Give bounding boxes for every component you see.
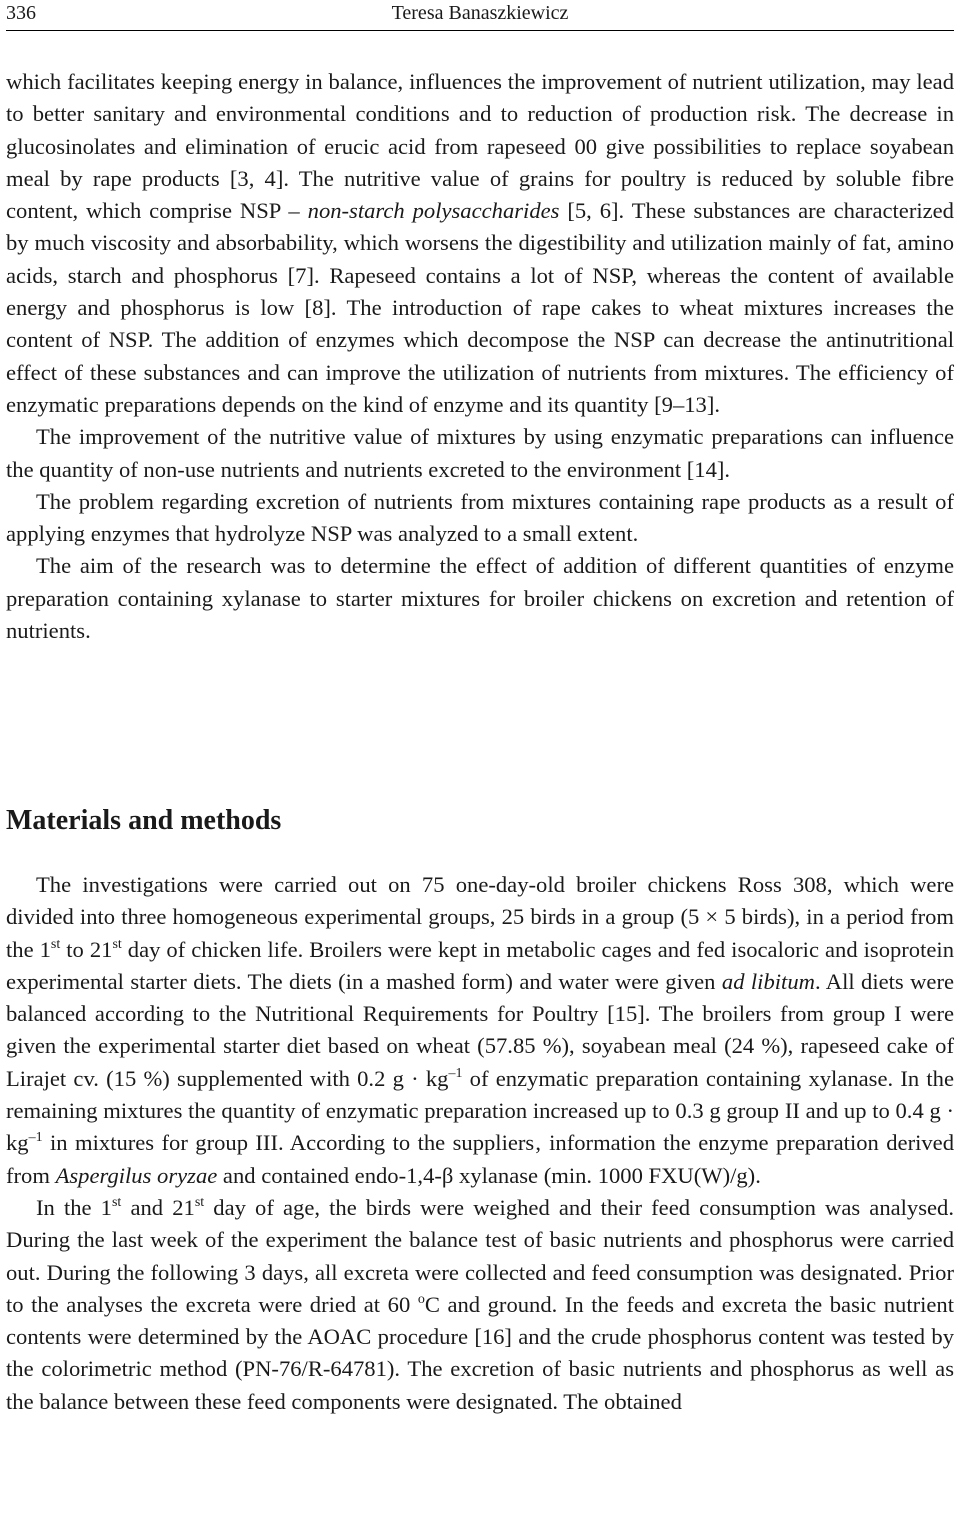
methods-paragraph-1: The investigations were carried out on 75 one-day-old broiler chickens Ross 308, which were divided into three homogeneous experimental groups, 25 birds in a group (5 × 5 birds), in a period from the 1st to 21st day of chicken life. Broilers were kept in metabolic cages and fed isocaloric and isoprotein experimental starter diets. The diets (in a mashed form) and water were given ad libitum. All diets were balanced according to the Nutritional Requirements for Poultry [15]. The broilers from group I were given the experimental starter diet based on wheat (57.85 %), soyabean meal (24 %), rapeseed cake of Lirajet cv. (15 %) supplemented with 0.2 $g \cdot kg^{-1}$ of enzymatic preparation containing xylanase. In the remaining mixtures the quantity of enzymatic preparation increased up to 0.3 g group II and up to 0.4 $g \cdot kg^{-1}$ in mixtures for group III. According to the suppliers‚ information the enzyme preparation derived from Aspergilus oryzae and contained endo-1,4-β xylanase (min. 1000 FXU(W)/g). bbox=[6, 872, 955, 1188]
page-header bbox=[6, 0, 954, 31]
intro-paragraph-2: The improvement of the nutritive value of mixtures by using enzymatic preparations can influence the quantity of non-use nutrients and nutrients excreted to the environment [14]. bbox=[6, 424, 954, 482]
section-heading-materials-methods: Materials and methods bbox=[6, 805, 282, 836]
intro-paragraph-1: which facilitates keeping energy in balance, influences the improvement of nutrient utilization, may lead to better sanitary and environmental conditions and to reduction of production risk. The decrease in glucosinolates and elimination of erucic acid from rapeseed 00 give possibilities to replace soyabean meal by rape products [3, 4]. The nutritive value of grains for poultry is reduced by soluble fibre content, which comprise NSP – non-starch polysaccharides [5, 6]. These substances are characterized by much viscosity and absorbability, which worsens the digestibility and utilization mainly of fat, amino acids, starch and phosphorus [7]. Rapeseed contains a lot of NSP, whereas the content of available energy and phosphorus is low [8]. The introduction of rape cakes to wheat mixtures increases the content of NSP. The addition of enzymes which decompose the NSP can decrease the antinutritional effect of these substances and can improve the utilization of nutrients from mixtures. The efficiency of enzymatic preparations depends on the kind of enzyme and its quantity [9–13]. bbox=[6, 69, 954, 417]
methods-section bbox=[6, 869, 954, 1418]
running-head: Teresa Banaszkiewicz bbox=[391, 2, 569, 24]
intro-paragraph-3: The problem regarding excretion of nutrients from mixtures containing rape products as a result of applying enzymes that hydrolyze NSP was analyzed to a small extent. bbox=[6, 488, 954, 547]
intro-section bbox=[6, 66, 954, 647]
page-number: 336 bbox=[6, 2, 36, 24]
methods-paragraph-2: In the 1st and 21st day of age, the birds were weighed and their feed consumption was analysed. During the last week of the experiment the balance test of basic nutrients and phosphorus were carried out. During the following 3 days, all excreta were collected and feed consumption was designated. Prior to the analyses the excreta were dried at 60 $^o$C and ground. In the feeds and excreta the basic nutrient contents were determined by the AOAC procedure [16] and the crude phosphorus content was tested by the colorimetric method (PN-76/R-64781). The excretion of basic nutrients and phosphorus as well as the balance between these feed components were designated. The obtained bbox=[6, 1194, 954, 1414]
intro-paragraph-4: The aim of the research was to determine the effect of addition of different quantities of enzyme preparation containing xylanase to starter mixtures for broiler chickens on excretion and retention of nutrients. bbox=[6, 553, 954, 644]
